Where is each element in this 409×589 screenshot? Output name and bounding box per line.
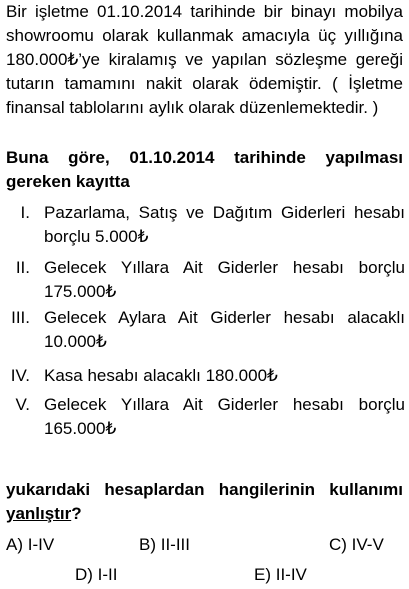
option-number: III. <box>11 308 30 327</box>
option-text: Gelecek Yıllara Ait Giderler hesabı borçlu 175.000₺ <box>44 258 405 301</box>
question-tail-emphasis: yanlıştır <box>6 504 72 523</box>
option-text: Kasa hesabı alacaklı 180.000₺ <box>44 366 278 385</box>
question-lead: Buna göre, 01.10.2014 tarihinde yapılması gereken kayıtta <box>6 148 403 191</box>
option-number: II. <box>15 258 30 277</box>
answer-a[interactable]: A) I-IV <box>6 535 55 554</box>
option-number: V. <box>15 395 30 414</box>
option-number: IV. <box>10 366 30 385</box>
option-number: I. <box>20 203 30 222</box>
question-tail-end: ? <box>71 504 82 523</box>
option-item <box>0 306 409 354</box>
option-text: Pazarlama, Satış ve Dağıtım Giderleri hesabı borçlu 5.000₺ <box>44 203 405 246</box>
answer-b[interactable]: B) II-III <box>139 535 190 554</box>
option-item <box>0 393 409 441</box>
option-item <box>0 256 409 304</box>
question-tail <box>6 478 403 526</box>
answer-d[interactable]: D) I-II <box>75 565 118 584</box>
option-text: Gelecek Aylara Ait Giderler hesabı alacaklı 10.000₺ <box>44 308 405 351</box>
option-text: Gelecek Yıllara Ait Giderler hesabı borçlu 165.000₺ <box>44 395 405 438</box>
option-item <box>0 201 409 249</box>
intro-paragraph: Bir işletme 01.10.2014 tarihinde bir binayı mobilya showroomu olarak kullanmak amacıyla üç yıllığına 180.000₺’ye kiralamış ve yapılan sözleşme gereği tutarın tamamını nakit olarak ödemiştir. ( İşletme finansal tablolarını aylık olarak düzenlemektedir. ) <box>6 2 403 117</box>
answer-c[interactable]: C) IV-V <box>329 535 384 554</box>
answer-e[interactable]: E) II-IV <box>254 565 307 584</box>
question-tail-text: yukarıdaki hesaplardan hangilerinin kullanımı <box>6 480 403 499</box>
